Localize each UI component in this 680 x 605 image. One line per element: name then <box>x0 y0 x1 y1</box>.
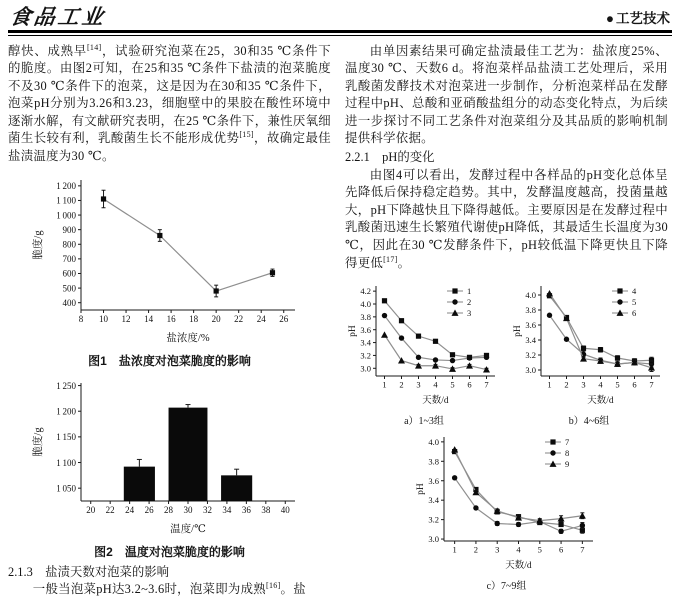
svg-text:1: 1 <box>452 544 457 555</box>
svg-text:1 100: 1 100 <box>55 457 76 468</box>
figure4a-line-chart <box>345 280 503 406</box>
svg-text:5: 5 <box>615 379 620 390</box>
svg-text:500: 500 <box>62 282 76 293</box>
svg-text:2: 2 <box>399 379 404 390</box>
figure2-caption: 图2 温度对泡菜脆度的影响 <box>94 544 245 559</box>
figure4c-line-chart <box>413 431 601 571</box>
paragraph-ph-change: 由图4可以看出，发酵过程中各样品的pH变化总体呈先降低后保持稳定趋势。其中，发酵温度越高，投菌量越大，pH下降越快且下降得越低。主要原因是在发酵过程中乳酸菌迅速生长繁殖代谢使pH降低，其最适生长温度为30 ℃，因此在30 ℃发酵条件下，pH较低温下降更快且下降得更低[17]。 <box>345 167 668 270</box>
svg-text:12: 12 <box>121 313 131 324</box>
svg-text:600: 600 <box>62 268 76 279</box>
svg-text:18: 18 <box>188 313 198 324</box>
svg-text:1 200: 1 200 <box>55 406 76 417</box>
svg-text:4.0: 4.0 <box>360 299 371 310</box>
section-bullet-icon: ● <box>605 11 614 26</box>
svg-text:3.6: 3.6 <box>525 320 536 331</box>
svg-text:7: 7 <box>564 437 569 448</box>
svg-text:32: 32 <box>202 504 212 515</box>
svg-text:天数/d: 天数/d <box>422 396 449 407</box>
svg-text:pH: pH <box>415 483 426 496</box>
svg-text:3: 3 <box>581 379 586 390</box>
svg-text:4: 4 <box>632 286 637 297</box>
svg-text:3.4: 3.4 <box>360 337 371 348</box>
svg-text:3.4: 3.4 <box>525 335 536 346</box>
svg-text:3: 3 <box>416 379 421 390</box>
svg-text:28: 28 <box>163 504 173 515</box>
svg-text:22: 22 <box>233 313 243 324</box>
svg-text:1 000: 1 000 <box>55 209 76 220</box>
journal-logo: 食品工业 <box>8 4 108 29</box>
section-tag <box>606 7 670 29</box>
svg-text:5: 5 <box>450 379 455 390</box>
page-header <box>8 5 672 29</box>
figure4c-caption: c）7~9组 <box>486 581 527 593</box>
svg-text:26: 26 <box>144 504 154 515</box>
figure4a <box>345 280 503 427</box>
svg-text:800: 800 <box>62 239 76 250</box>
svg-text:1 100: 1 100 <box>55 195 76 206</box>
svg-text:20: 20 <box>211 313 221 324</box>
figure4a-caption: a）1~3组 <box>404 416 444 428</box>
svg-text:pH: pH <box>348 325 358 338</box>
svg-text:天数/d: 天数/d <box>504 561 532 572</box>
svg-text:天数/d: 天数/d <box>587 396 614 407</box>
svg-text:30: 30 <box>183 504 192 515</box>
svg-text:3.0: 3.0 <box>427 534 439 545</box>
svg-text:38: 38 <box>260 504 270 515</box>
figure1-caption: 图1 盐浓度对泡菜脆度的影响 <box>88 353 251 368</box>
figure1-line-chart <box>31 172 309 344</box>
figure4b-line-chart <box>510 280 668 406</box>
heading-2-1-3: 2.1.3 盐渍天数对泡菜的影响 <box>8 564 170 579</box>
header-rule-thin <box>8 35 672 36</box>
svg-text:1 050: 1 050 <box>55 483 76 494</box>
figure4b-caption: b）4~6组 <box>568 416 610 428</box>
svg-text:3: 3 <box>467 308 472 319</box>
svg-text:8: 8 <box>564 448 569 459</box>
svg-text:1 150: 1 150 <box>55 431 76 442</box>
paragraph-temperature-crispness: 醇快、成熟早[14]，试验研究泡菜在25，30和35 ℃条件下的脆度。由图2可知，在25和35 ℃条件下盐渍的泡菜脆度不及30 ℃条件下的泡菜，这是因为在30和35 ℃条件下，泡菜pH分别为3.26和3.23，细胞壁中的果胶在酸性环境中逐渐水解，有文献研究表明，在25 ℃条件下，兼性厌氧细菌生长较有利，乳酸菌生长不能形成优势[15]，故确定最佳盐渍温度为30 ℃。 <box>8 42 331 164</box>
svg-text:3.8: 3.8 <box>360 312 371 323</box>
svg-text:1: 1 <box>467 286 472 297</box>
svg-text:5: 5 <box>537 544 542 555</box>
svg-text:3.6: 3.6 <box>360 324 371 335</box>
svg-text:34: 34 <box>221 504 231 515</box>
svg-text:3.4: 3.4 <box>427 495 439 506</box>
svg-text:6: 6 <box>467 379 472 390</box>
svg-text:700: 700 <box>62 253 76 264</box>
svg-text:400: 400 <box>62 297 76 308</box>
header-rule-thick <box>8 30 672 33</box>
svg-text:4: 4 <box>598 379 603 390</box>
svg-text:9: 9 <box>564 459 569 470</box>
svg-text:3: 3 <box>494 544 499 555</box>
svg-text:4.0: 4.0 <box>427 437 439 448</box>
svg-text:3.0: 3.0 <box>360 363 371 374</box>
svg-text:20: 20 <box>85 504 95 515</box>
two-column-body <box>8 43 672 599</box>
svg-text:3.8: 3.8 <box>525 305 536 316</box>
svg-text:2: 2 <box>564 379 569 390</box>
svg-text:4: 4 <box>515 544 521 555</box>
svg-text:4.0: 4.0 <box>525 290 536 301</box>
svg-text:3.6: 3.6 <box>427 476 439 487</box>
svg-text:26: 26 <box>278 313 288 324</box>
svg-text:24: 24 <box>124 504 134 515</box>
svg-text:16: 16 <box>166 313 176 324</box>
svg-text:14: 14 <box>143 313 153 324</box>
figure4c <box>345 431 668 592</box>
figure4-top-row <box>345 280 668 427</box>
svg-text:900: 900 <box>62 224 76 235</box>
section-tag-label: 工艺技术 <box>616 11 670 26</box>
svg-text:3.2: 3.2 <box>525 350 536 361</box>
svg-text:3.2: 3.2 <box>360 350 371 361</box>
svg-text:6: 6 <box>558 544 563 555</box>
heading-2-2-1: 2.2.1 pH的变化 <box>345 150 435 165</box>
paragraph-salting-days: 一般当泡菜pH达3.2~3.6时，泡菜即为成熟[16]。盐 <box>32 581 306 597</box>
figure2 <box>8 375 331 560</box>
svg-text:4.2: 4.2 <box>360 286 371 297</box>
svg-text:6: 6 <box>632 308 637 319</box>
svg-text:1: 1 <box>547 379 552 390</box>
figure1 <box>8 172 331 369</box>
svg-text:脆度/g: 脆度/g <box>32 427 44 457</box>
svg-text:3.8: 3.8 <box>427 456 439 467</box>
svg-text:脆度/g: 脆度/g <box>32 230 44 260</box>
svg-text:2: 2 <box>473 544 478 555</box>
svg-text:1: 1 <box>382 379 387 390</box>
svg-text:6: 6 <box>632 379 637 390</box>
svg-text:7: 7 <box>579 544 584 555</box>
svg-text:10: 10 <box>98 313 108 324</box>
svg-text:7: 7 <box>649 379 654 390</box>
svg-text:1 200: 1 200 <box>55 180 76 191</box>
svg-text:40: 40 <box>280 504 290 515</box>
svg-text:7: 7 <box>484 379 489 390</box>
paragraph-optimal-process: 由单因素结果可确定盐渍最佳工艺为：盐浓度25%、温度30 ℃、天数6 d。将泡菜样品盐渍工艺处理后，采用乳酸菌发酵技术对泡菜进一步制作，分析泡菜样品在发酵过程中pH、总酸和亚硝酸盐组分的动态变化特点，为后续进一步探讨不同工艺条件对泡菜组分及其品质的影响机制提供科学依据。 <box>345 43 668 146</box>
left-column <box>8 43 331 599</box>
svg-text:3.2: 3.2 <box>427 514 439 525</box>
figure2-bar-chart <box>31 375 309 535</box>
svg-text:pH: pH <box>513 325 523 338</box>
svg-text:24: 24 <box>256 313 266 324</box>
svg-text:22: 22 <box>105 504 115 515</box>
svg-text:8: 8 <box>78 313 83 324</box>
svg-text:36: 36 <box>241 504 251 515</box>
right-column <box>345 43 668 599</box>
svg-text:1 250: 1 250 <box>55 380 76 391</box>
svg-text:4: 4 <box>433 379 438 390</box>
figure4b <box>510 280 668 427</box>
svg-text:2: 2 <box>467 297 472 308</box>
svg-text:3.0: 3.0 <box>525 365 536 376</box>
svg-text:温度/℃: 温度/℃ <box>169 523 206 535</box>
svg-text:盐浓度/%: 盐浓度/% <box>165 332 210 344</box>
svg-text:5: 5 <box>632 297 637 308</box>
